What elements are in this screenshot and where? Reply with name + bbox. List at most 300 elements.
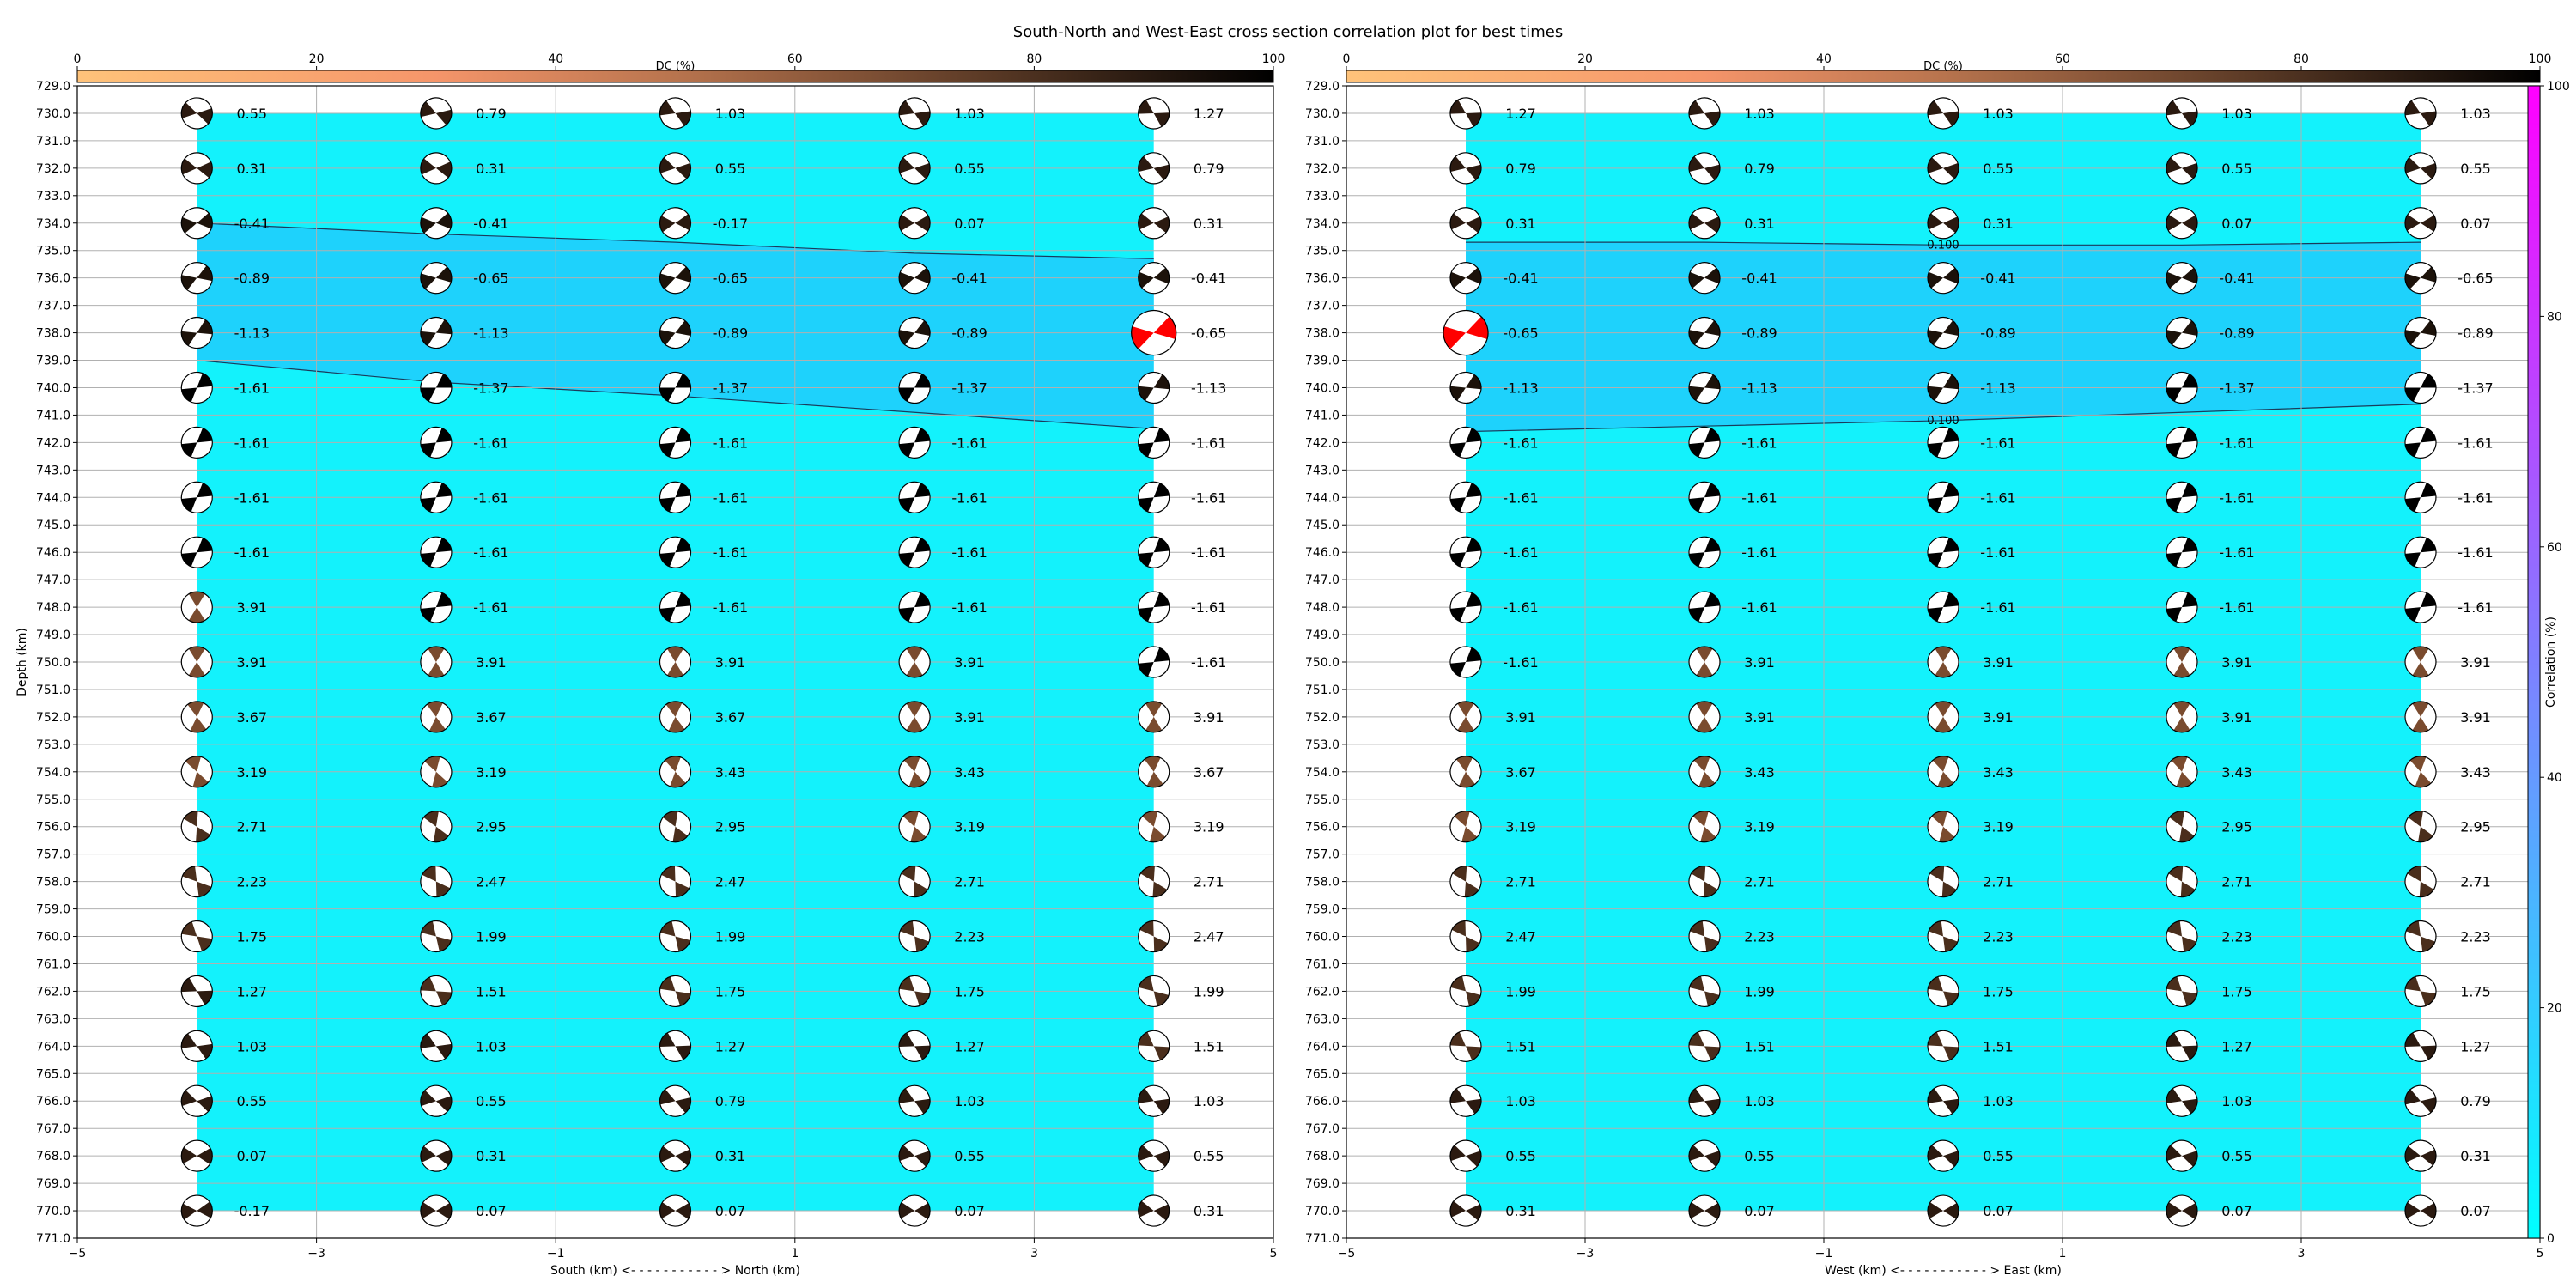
y-tick-label: 736.0	[1304, 271, 1340, 286]
value-label: 0.07	[714, 1203, 746, 1220]
y-tick-label: 754.0	[35, 765, 70, 780]
y-tick-label: 754.0	[1304, 765, 1340, 780]
y-tick-label: 738.0	[35, 326, 70, 341]
value-label: 0.31	[1983, 215, 2014, 232]
value-label: 1.27	[714, 1038, 746, 1055]
y-tick-label: 770.0	[35, 1205, 70, 1219]
value-label: 2.47	[476, 873, 507, 890]
x-axis-label: West (km) <- - - - - - - - - - - > East (km)	[1825, 1264, 2062, 1278]
y-tick-label: 736.0	[35, 271, 70, 286]
y-tick-label: 731.0	[35, 134, 70, 149]
value-label: -1.61	[1503, 544, 1539, 562]
y-tick-label: 745.0	[35, 519, 70, 533]
value-label: 3.43	[1983, 763, 2014, 781]
value-label: 0.55	[2221, 160, 2252, 177]
x-tick-label: 5	[2536, 1247, 2544, 1261]
value-label: 3.91	[954, 654, 985, 671]
value-label: -0.41	[1503, 270, 1539, 287]
beachball	[181, 1140, 213, 1172]
beachball	[899, 207, 931, 239]
y-tick-label: 764.0	[35, 1040, 70, 1054]
value-label: 2.71	[1983, 873, 2014, 890]
value-label: -1.61	[1190, 654, 1227, 671]
y-tick-label: 764.0	[1304, 1040, 1340, 1054]
value-label: -1.13	[234, 325, 270, 342]
y-tick-label: 746.0	[35, 546, 70, 561]
y-tick-label: 753.0	[35, 738, 70, 752]
value-label: 0.55	[476, 1093, 507, 1110]
beachball	[420, 1195, 452, 1227]
value-label: -0.41	[473, 215, 509, 232]
value-label: 1.27	[2221, 1038, 2252, 1055]
value-label: -0.41	[234, 215, 270, 232]
beachball	[1139, 702, 1170, 732]
value-label: 3.91	[476, 654, 507, 671]
beachball	[2405, 647, 2436, 677]
value-label: 3.43	[2460, 763, 2491, 781]
value-label: -1.61	[234, 434, 270, 452]
y-tick-label: 747.0	[35, 574, 70, 588]
y-tick-label: 744.0	[35, 491, 70, 506]
value-label: 0.31	[476, 160, 507, 177]
y-tick-label: 758.0	[1304, 875, 1340, 890]
dc-tick-label: 40	[548, 52, 564, 66]
value-label: 0.07	[2460, 215, 2491, 232]
y-tick-label: 750.0	[35, 656, 70, 670]
correlation-colorbar	[2528, 80, 2570, 1246]
beachball	[181, 592, 212, 623]
value-label: 1.03	[2221, 105, 2252, 122]
x-tick-label: 1	[791, 1247, 799, 1261]
value-label: 0.07	[1983, 1203, 2014, 1220]
value-label: -1.61	[473, 599, 509, 617]
value-label: -1.13	[1503, 380, 1539, 397]
value-label: -1.61	[1980, 489, 2016, 507]
value-label: 1.99	[476, 928, 507, 945]
value-label: 1.51	[1983, 1038, 2014, 1055]
value-label: 1.75	[714, 983, 746, 1000]
value-label: -1.61	[1503, 434, 1539, 452]
x-axis-label: South (km) <- - - - - - - - - - - > North (km)	[550, 1264, 800, 1278]
y-tick-label: 757.0	[1304, 848, 1340, 862]
value-label: 3.19	[1193, 818, 1224, 835]
y-tick-label: 766.0	[1304, 1095, 1340, 1109]
value-label: -1.61	[2458, 599, 2494, 617]
y-tick-label: 746.0	[1304, 546, 1340, 561]
value-label: 3.91	[2460, 708, 2491, 726]
value-label: 1.27	[236, 983, 268, 1000]
dc-tick-label: 60	[787, 52, 803, 66]
value-label: 0.55	[1193, 1148, 1224, 1165]
y-tick-label: 770.0	[1304, 1205, 1340, 1219]
y-tick-label: 752.0	[1304, 710, 1340, 725]
beachball	[659, 647, 690, 677]
y-tick-label: 761.0	[35, 957, 70, 972]
value-label: 0.55	[1744, 1148, 1775, 1165]
value-label: -0.65	[473, 270, 509, 287]
value-label: 1.03	[236, 1038, 268, 1055]
value-label: 0.79	[2460, 1093, 2491, 1110]
value-label: 0.55	[714, 160, 746, 177]
value-label: 1.51	[1505, 1038, 1536, 1055]
x-tick-label: 5	[1269, 1247, 1278, 1261]
value-label: 3.43	[714, 763, 746, 781]
value-label: 1.03	[714, 105, 746, 122]
y-tick-label: 760.0	[35, 930, 70, 945]
value-label: 3.19	[1983, 818, 2014, 835]
value-label: 1.99	[1505, 983, 1536, 1000]
y-tick-label: 752.0	[35, 710, 70, 725]
value-label: -1.61	[234, 489, 270, 507]
value-label: -1.61	[1503, 489, 1539, 507]
value-label: 0.07	[2460, 1203, 2491, 1220]
y-tick-label: 759.0	[1304, 902, 1340, 917]
value-label: 3.43	[954, 763, 985, 781]
value-label: -1.61	[1741, 599, 1777, 617]
y-tick-label: 769.0	[1304, 1177, 1340, 1192]
y-tick-label: 729.0	[35, 80, 70, 94]
y-tick-label: 756.0	[35, 820, 70, 835]
value-label: 3.91	[2221, 654, 2252, 671]
y-tick-label: 768.0	[35, 1150, 70, 1164]
value-label: -1.61	[234, 380, 270, 397]
value-label: -0.65	[1503, 325, 1539, 342]
value-label: 0.31	[714, 1148, 746, 1165]
value-label: -1.61	[951, 489, 987, 507]
value-label: 3.91	[1983, 708, 2014, 726]
value-label: -1.61	[1503, 654, 1539, 671]
value-label: -0.17	[234, 1203, 270, 1220]
value-label: 2.23	[2221, 928, 2252, 945]
y-tick-label: 756.0	[1304, 820, 1340, 835]
value-label: 0.55	[1983, 160, 2014, 177]
y-tick-label: 748.0	[1304, 601, 1340, 616]
y-tick-label: 763.0	[35, 1012, 70, 1027]
dc-tick-label: 20	[1577, 52, 1593, 66]
value-label: -0.41	[1980, 270, 2016, 287]
value-label: 1.75	[1983, 983, 2014, 1000]
value-label: -1.61	[2219, 599, 2255, 617]
value-label: 2.95	[2221, 818, 2252, 835]
beachball	[2166, 1195, 2198, 1227]
beachball	[899, 702, 930, 732]
y-tick-label: 768.0	[1304, 1150, 1340, 1164]
value-label: 1.03	[2460, 105, 2491, 122]
value-label: 2.71	[1193, 873, 1224, 890]
value-label: 0.31	[1505, 215, 1536, 232]
value-label: -1.61	[2219, 489, 2255, 507]
value-label: -0.65	[712, 270, 749, 287]
y-tick-label: 745.0	[1304, 519, 1340, 533]
value-label: 1.03	[954, 105, 985, 122]
y-tick-label: 750.0	[1304, 656, 1340, 670]
y-tick-label: 747.0	[1304, 574, 1340, 588]
value-label: 3.91	[714, 654, 746, 671]
x-tick-label: 1	[2058, 1247, 2067, 1261]
value-label: 0.55	[954, 1148, 985, 1165]
value-label: 1.03	[1983, 1093, 2014, 1110]
y-tick-label: 749.0	[35, 629, 70, 643]
y-tick-label: 765.0	[1304, 1067, 1340, 1082]
y-tick-label: 741.0	[1304, 409, 1340, 423]
value-label: -1.13	[473, 325, 509, 342]
dc-tick-label: 100	[1261, 52, 1285, 66]
y-tick-label: 741.0	[35, 409, 70, 423]
value-label: 3.91	[954, 708, 985, 726]
value-label: -1.37	[951, 380, 987, 397]
value-label: 2.23	[954, 928, 985, 945]
beachball	[899, 1195, 931, 1227]
y-tick-label: 762.0	[35, 985, 70, 999]
y-tick-label: 755.0	[1304, 793, 1340, 807]
y-tick-label: 730.0	[1304, 106, 1340, 121]
value-label: 0.55	[236, 1093, 268, 1110]
beachball	[1928, 1195, 1959, 1227]
value-label: -1.61	[2458, 434, 2494, 452]
value-label: 1.27	[1505, 105, 1536, 122]
value-label: 0.07	[2221, 1203, 2252, 1220]
x-tick-label: −5	[1337, 1247, 1356, 1261]
y-tick-label: 734.0	[1304, 216, 1340, 231]
x-tick-label: −1	[546, 1247, 565, 1261]
value-label: 0.55	[236, 105, 268, 122]
y-tick-label: 760.0	[1304, 930, 1340, 945]
value-label: 2.71	[954, 873, 985, 890]
value-label: -1.61	[1980, 434, 2016, 452]
value-label: -1.61	[1190, 489, 1227, 507]
value-label: 2.71	[2221, 873, 2252, 890]
value-label: 0.31	[1744, 215, 1775, 232]
value-label: 0.55	[2460, 160, 2491, 177]
dc-tick-label: 80	[1026, 52, 1042, 66]
value-label: -0.41	[1741, 270, 1777, 287]
value-label: -1.61	[473, 544, 509, 562]
beachball	[2166, 207, 2198, 239]
value-label: -1.37	[2219, 380, 2255, 397]
value-label: 1.03	[1505, 1093, 1536, 1110]
value-label: 1.99	[714, 928, 746, 945]
corr-tick-label: 80	[2547, 310, 2562, 325]
y-tick-label: 749.0	[1304, 629, 1340, 643]
beachball	[899, 647, 930, 677]
value-label: 0.31	[1193, 215, 1224, 232]
y-tick-label: 742.0	[1304, 436, 1340, 451]
value-label: -1.61	[712, 544, 749, 562]
value-label: -0.65	[2458, 270, 2494, 287]
value-label: 3.91	[1744, 654, 1775, 671]
y-tick-label: 729.0	[1304, 80, 1340, 94]
y-tick-label: 771.0	[35, 1232, 70, 1246]
value-label: -1.61	[1741, 434, 1777, 452]
value-label: 3.91	[1983, 654, 2014, 671]
value-label: 0.07	[476, 1203, 507, 1220]
beachball	[2166, 647, 2197, 677]
value-label: 3.91	[236, 654, 268, 671]
corr-tick-label: 60	[2547, 540, 2562, 555]
y-tick-label: 771.0	[1304, 1232, 1340, 1246]
y-tick-label: 731.0	[1304, 134, 1340, 149]
y-tick-label: 744.0	[1304, 491, 1340, 506]
corr-colorbar-bar	[2528, 86, 2540, 1238]
y-tick-label: 758.0	[35, 875, 70, 890]
value-label: 0.07	[954, 215, 985, 232]
value-label: 2.71	[2460, 873, 2491, 890]
value-label: 1.75	[2221, 983, 2252, 1000]
value-label: 3.67	[714, 708, 746, 726]
value-label: 2.23	[1744, 928, 1775, 945]
y-tick-label: 737.0	[1304, 299, 1340, 313]
value-label: 0.55	[954, 160, 985, 177]
beachball	[2405, 207, 2437, 239]
value-label: 0.31	[236, 160, 268, 177]
x-tick-label: 3	[2297, 1247, 2306, 1261]
value-label: -1.13	[1190, 380, 1227, 397]
y-tick-label: 735.0	[1304, 244, 1340, 258]
value-label: -1.61	[2458, 544, 2494, 562]
value-label: 0.07	[2221, 215, 2252, 232]
value-label: 0.79	[476, 105, 507, 122]
value-label: 1.27	[2460, 1038, 2491, 1055]
value-label: -0.41	[2219, 270, 2255, 287]
value-label: -1.13	[1741, 380, 1777, 397]
value-label: 0.79	[1744, 160, 1775, 177]
x-tick-label: 3	[1030, 1247, 1038, 1261]
value-label: 0.79	[1505, 160, 1536, 177]
value-label: 2.23	[236, 873, 268, 890]
value-label: -1.61	[473, 489, 509, 507]
value-label: 3.19	[1505, 818, 1536, 835]
value-label: 1.75	[2460, 983, 2491, 1000]
value-label: 1.27	[1193, 105, 1224, 122]
y-tick-label: 734.0	[35, 216, 70, 231]
value-label: 3.67	[236, 708, 268, 726]
dc-tick-label: 0	[1342, 52, 1351, 66]
value-label: 3.19	[236, 763, 268, 781]
value-label: -1.61	[234, 544, 270, 562]
value-label: -1.61	[951, 599, 987, 617]
figure-title: South-North and West-East cross section correlation plot for best times	[1012, 23, 1564, 41]
beachball	[1689, 647, 1720, 677]
value-label: 3.67	[1505, 763, 1536, 781]
y-tick-label: 738.0	[1304, 326, 1340, 341]
x-tick-label: −3	[1576, 1247, 1595, 1261]
value-label: -1.61	[473, 434, 509, 452]
value-label: 1.03	[1193, 1093, 1224, 1110]
y-tick-label: 732.0	[35, 161, 70, 176]
corr-tick-label: 0	[2547, 1232, 2555, 1246]
value-label: 2.47	[714, 873, 746, 890]
y-axis-label: Depth (km)	[15, 628, 29, 696]
value-label: 3.43	[1744, 763, 1775, 781]
value-label: 3.19	[1744, 818, 1775, 835]
value-label: 1.03	[1983, 105, 2014, 122]
value-label: -1.61	[1741, 489, 1777, 507]
value-label: 1.99	[1744, 983, 1775, 1000]
value-label: 2.95	[2460, 818, 2491, 835]
value-label: -1.61	[712, 599, 749, 617]
value-label: 0.55	[2221, 1148, 2252, 1165]
y-tick-label: 765.0	[35, 1067, 70, 1082]
y-tick-label: 739.0	[1304, 354, 1340, 368]
value-label: 3.91	[1744, 708, 1775, 726]
x-tick-label: −5	[68, 1247, 87, 1261]
y-tick-label: 766.0	[35, 1095, 70, 1109]
dc-tick-label: 20	[308, 52, 325, 66]
value-label: 0.07	[954, 1203, 985, 1220]
value-label: -1.61	[951, 544, 987, 562]
value-label: -1.37	[712, 380, 749, 397]
value-label: 1.51	[476, 983, 507, 1000]
y-tick-label: 733.0	[35, 189, 70, 204]
y-tick-label: 762.0	[1304, 985, 1340, 999]
beachball	[1689, 702, 1720, 732]
value-label: -0.65	[1190, 325, 1227, 342]
value-label: -1.61	[1503, 599, 1539, 617]
value-label: -1.61	[2458, 489, 2494, 507]
beachball	[2405, 1195, 2437, 1227]
value-label: 1.03	[1744, 1093, 1775, 1110]
value-label: -1.13	[1980, 380, 2016, 397]
dc-colorbar-label: DC (%)	[655, 60, 696, 73]
y-tick-label: 763.0	[1304, 1012, 1340, 1027]
y-tick-label: 740.0	[35, 381, 70, 396]
value-label: -1.61	[951, 434, 987, 452]
value-label: 0.31	[1193, 1203, 1224, 1220]
value-label: 1.27	[954, 1038, 985, 1055]
y-tick-label: 767.0	[35, 1122, 70, 1137]
y-tick-label: 743.0	[35, 464, 70, 478]
y-tick-label: 769.0	[35, 1177, 70, 1192]
value-label: 3.91	[2460, 654, 2491, 671]
beachball	[1689, 1195, 1721, 1227]
value-label: 1.75	[236, 928, 268, 945]
y-tick-label: 743.0	[1304, 464, 1340, 478]
value-label: -1.61	[712, 489, 749, 507]
y-tick-label: 742.0	[35, 436, 70, 451]
value-label: -0.89	[2458, 325, 2494, 342]
value-label: -0.41	[951, 270, 987, 287]
value-label: -1.61	[1190, 599, 1227, 617]
value-label: 0.55	[1983, 1148, 2014, 1165]
y-tick-label: 737.0	[35, 299, 70, 313]
beachball	[659, 1195, 691, 1227]
y-tick-label: 767.0	[1304, 1122, 1340, 1137]
beachball	[2166, 702, 2197, 732]
value-label: -1.61	[712, 434, 749, 452]
value-label: 0.31	[1505, 1203, 1536, 1220]
value-label: 2.95	[714, 818, 746, 835]
value-label: -0.89	[2219, 325, 2255, 342]
value-label: 0.79	[714, 1093, 746, 1110]
y-tick-label: 740.0	[1304, 381, 1340, 396]
y-tick-label: 748.0	[35, 601, 70, 616]
corr-tick-label: 100	[2547, 80, 2570, 94]
panels	[15, 52, 2551, 1278]
value-label: -0.89	[712, 325, 749, 342]
value-label: 3.19	[476, 763, 507, 781]
value-label: 3.67	[1193, 763, 1224, 781]
value-label: 2.95	[476, 818, 507, 835]
panel-we	[1305, 52, 2551, 1278]
value-label: 0.31	[2460, 1148, 2491, 1165]
x-tick-label: −1	[1814, 1247, 1833, 1261]
y-tick-label: 751.0	[1304, 683, 1340, 697]
value-label: -1.61	[1190, 544, 1227, 562]
value-label: -0.89	[1980, 325, 2016, 342]
value-label: -0.41	[1190, 270, 1227, 287]
y-tick-label: 733.0	[1304, 189, 1340, 204]
dc-tick-label: 60	[2055, 52, 2070, 66]
